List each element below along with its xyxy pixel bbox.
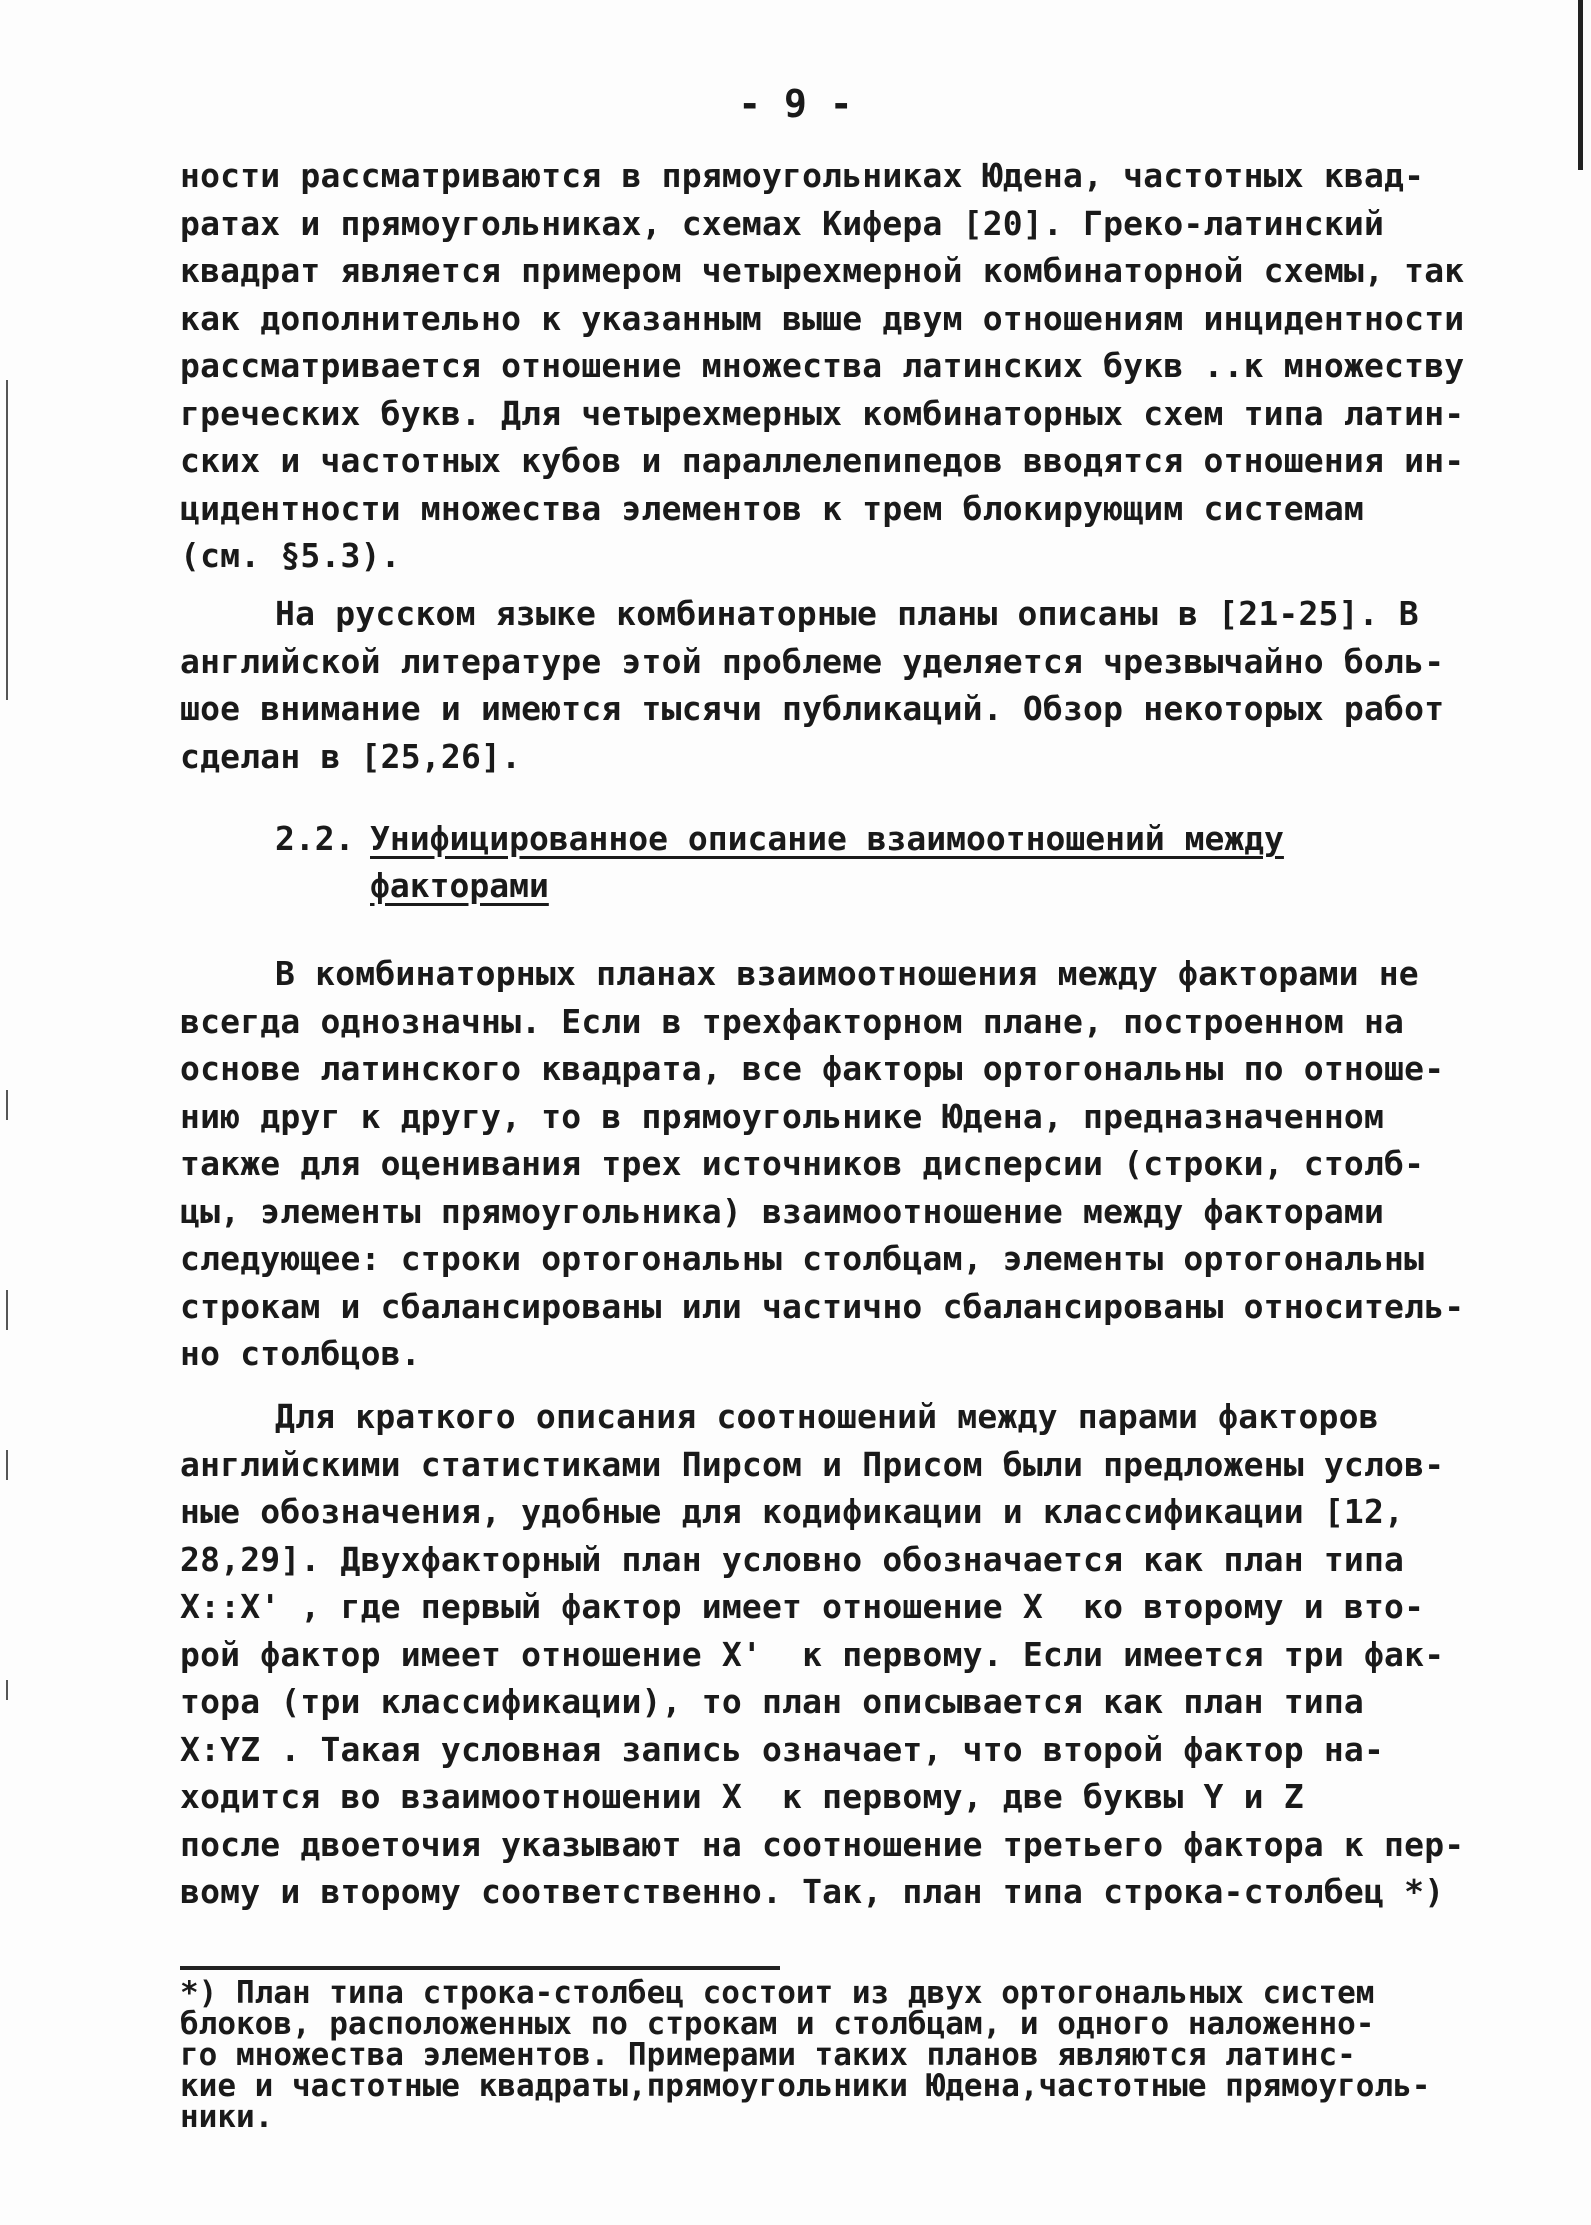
text-line: 28,29]. Двухфакторный план условно обозначается как план типа [180, 1539, 1405, 1579]
text-line: всегда однозначны. Если в трехфакторном плане, построенном на [180, 1001, 1405, 1041]
text-line: основе латинского квадрата, все факторы ортогональны по отноше- [180, 1049, 1445, 1088]
text-line: следующее: строки ортогональны столбцам, элементы ортогональны [180, 1239, 1425, 1278]
scan-edge-mark [6, 1290, 8, 1330]
text-line: На русском языке комбинаторные планы описаны в [21-25]. В [275, 594, 1419, 633]
text-line: строкам и сбалансированы или частично сбалансированы относитель- [180, 1286, 1465, 1326]
text-line: нию друг к другу, то в прямоугольнике Юдена, предназначенном [180, 1096, 1385, 1136]
text-line: X::X' , где первый фактор имеет отношение X ко второму и вто- [180, 1587, 1425, 1626]
text-line: (см. §5.3). [180, 536, 401, 575]
text-line: английскими статистиками Пирсом и Присом были предложены услов- [180, 1444, 1445, 1484]
footnote-line: блоков, расположенных по строкам и столбцам, и одного наложенно- [180, 2006, 1375, 2042]
text-line: вому и второму соответственно. Так, план типа строка-столбец *) [180, 1872, 1445, 1911]
text-line: ности рассматриваются в прямоугольниках Юдена, частотных квад- [180, 156, 1425, 195]
text-line: ратах и прямоугольниках, схемах Кифера [20]. Греко-латинский [180, 203, 1385, 243]
text-line: греческих букв. Для четырехмерных комбинаторных схем типа латин- [180, 393, 1465, 433]
paragraph-continuation [180, 152, 1465, 580]
text-line: ходится во взаимоотношении X к первому, две буквы Y и Z [180, 1777, 1304, 1816]
section-heading [275, 815, 1284, 909]
footnote-separator [180, 1966, 780, 1970]
text-line: ских и частотных кубов и параллелепипедов вводятся отношения ин- [180, 441, 1465, 480]
text-line: цы, элементы прямоугольника) взаимоотношение между факторами [180, 1191, 1385, 1231]
scan-edge-mark [6, 440, 8, 700]
footnote-line: ники. [180, 2099, 274, 2135]
scan-edge-mark [6, 380, 8, 440]
text-line: ные обозначения, удобные для кодификации и классификации [12, [180, 1492, 1405, 1531]
text-line: В комбинаторных планах взаимоотношения между факторами не [275, 954, 1419, 993]
paragraph-literature [180, 590, 1445, 780]
paragraph-notation [180, 1393, 1465, 1916]
text-line: рой фактор имеет отношение X' к первому. Если имеется три фак- [180, 1634, 1445, 1674]
scan-edge-mark [6, 1090, 8, 1120]
text-line: цидентности множества элементов к трем блокирующим системам [180, 488, 1364, 528]
footnote-line: го множества элементов. Примерами таких планов являются латинс- [180, 2037, 1356, 2073]
text-line: шое внимание и имеются тысячи публикаций. Обзор некоторых работ [180, 689, 1445, 728]
footnote-line: *) План типа строка-столбец состоит из двух ортогональных систем [180, 1975, 1375, 2011]
text-line: также для оценивания трех источников дисперсии (строки, столб- [180, 1144, 1425, 1183]
footnote [180, 1975, 1455, 2135]
section-title: Унифицированное описание взаимоотношений между [370, 819, 1284, 858]
section-number: 2.2. [275, 819, 355, 858]
text-line: рассматривается отношение множества латинских букв ..к множеству [180, 346, 1465, 385]
paragraph-relations [180, 950, 1465, 1378]
text-line: после двоеточия указывают на соотношение третьего фактора к пер- [180, 1824, 1465, 1864]
text-line: Для краткого описания соотношений между парами факторов [275, 1397, 1379, 1436]
scan-edge-mark [6, 1680, 8, 1700]
scan-edge-mark [6, 1450, 8, 1480]
text-line: но столбцов. [180, 1334, 421, 1373]
section-title-continuation: факторами [370, 866, 549, 905]
text-line: X:YZ . Такая условная запись означает, что второй фактор на- [180, 1729, 1385, 1769]
text-line: сделан в [25,26]. [180, 736, 522, 776]
footnote-line: кие и частотные квадраты,прямоугольники Юдена,частотные прямоуголь- [180, 2068, 1431, 2104]
page-number: - 9 - [738, 82, 853, 126]
text-line: квадрат является примером четырехмерной комбинаторной схемы, так [180, 251, 1465, 290]
text-line: английской литературе этой проблеме уделяется чрезвычайно боль- [180, 641, 1445, 681]
text-line: тора (три классификации), то план описывается как план типа [180, 1682, 1364, 1721]
text-line: как дополнительно к указанным выше двум отношениям инцидентности [180, 298, 1465, 338]
